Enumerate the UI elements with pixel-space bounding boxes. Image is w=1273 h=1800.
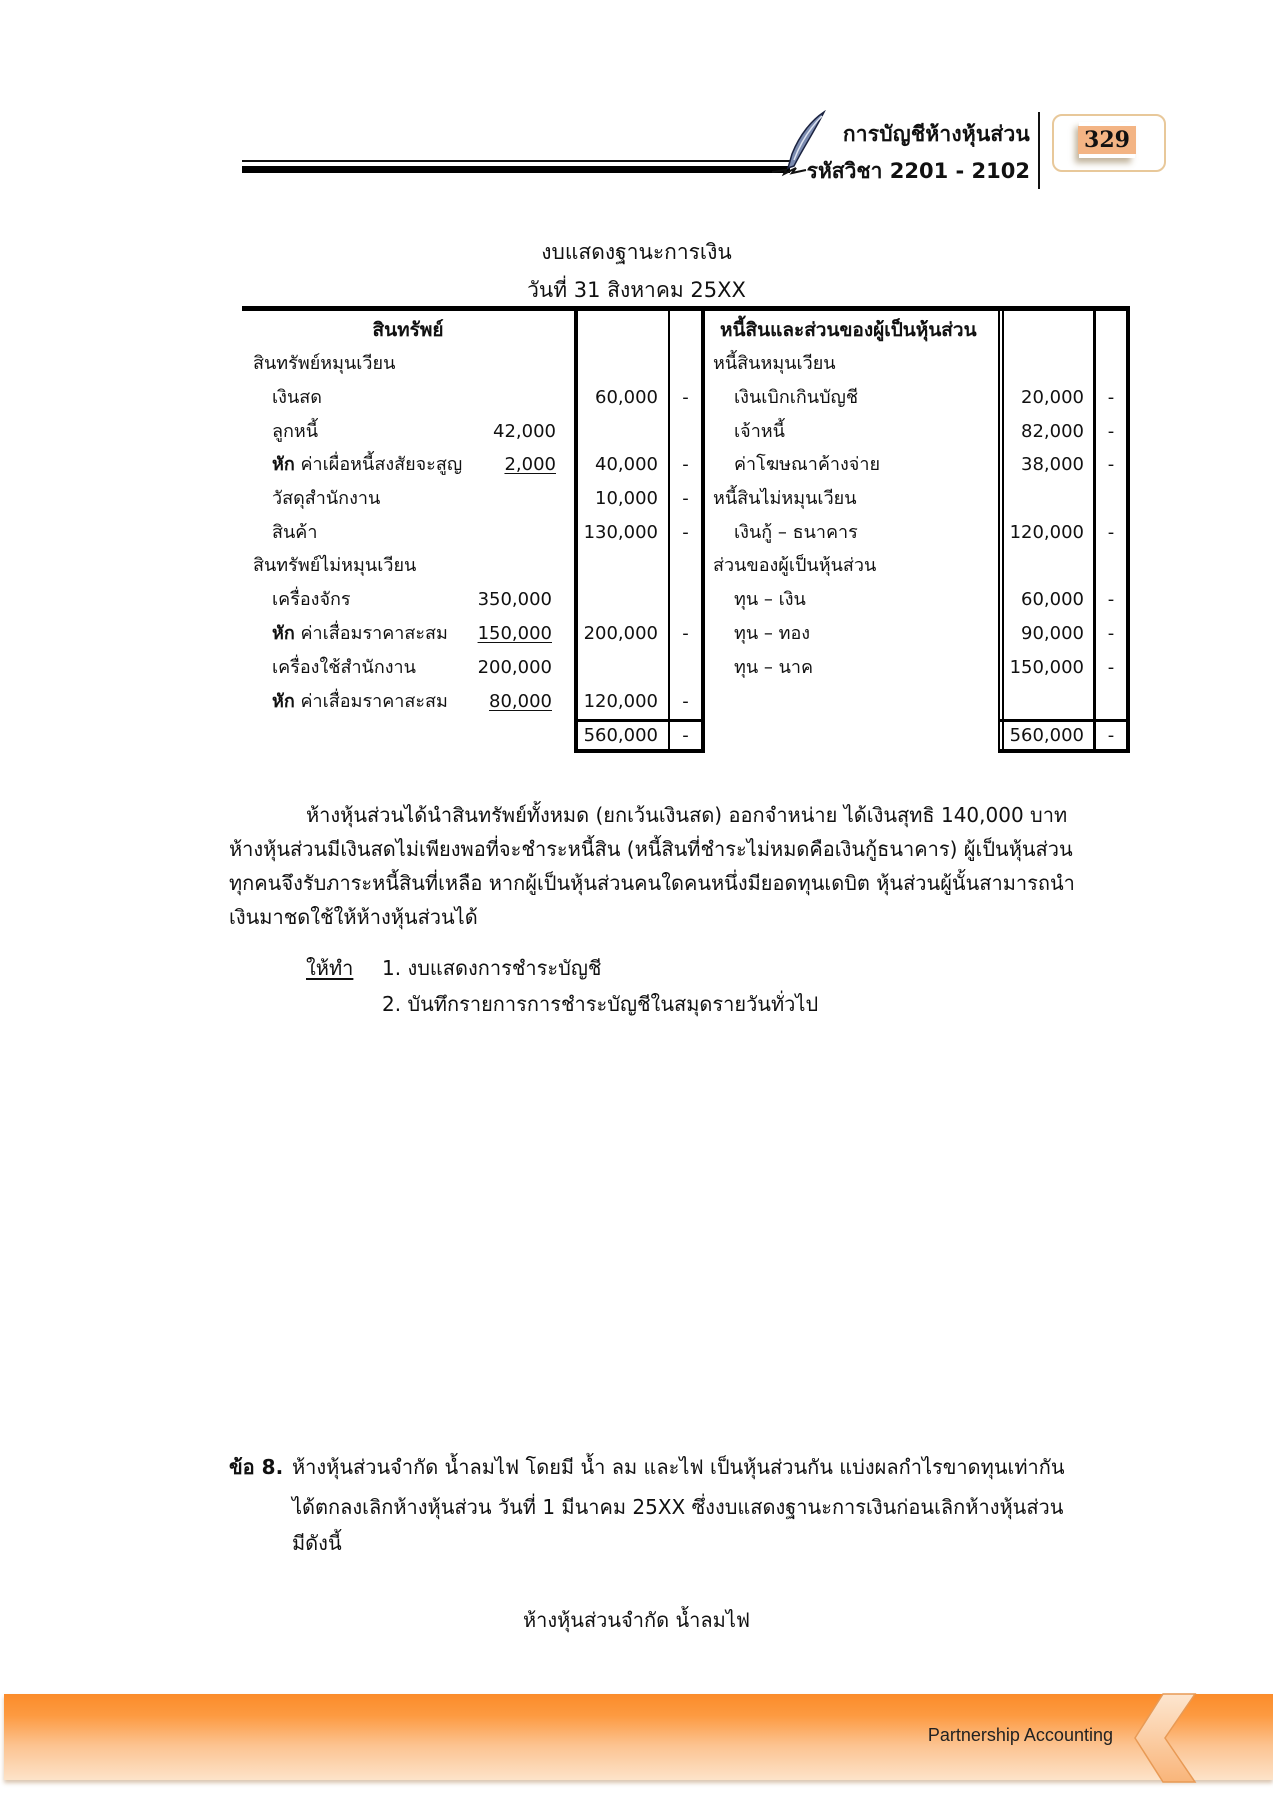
asset-amount: 130,000 — [583, 522, 658, 543]
less-label: หัก — [272, 623, 295, 644]
paragraph-line: ห้างหุ้นส่วนมีเงินสดไม่เพียงพอที่จะชำระหนี้สิน (หนี้สินที่ชำระไม่หมดคือเงินกู้ธนาคาร) ผู้เป็นหุ้นส่วน — [229, 837, 1073, 861]
page-badge — [1079, 122, 1135, 158]
less-label: หัก — [272, 454, 295, 475]
asset-label: เครื่องจักร — [272, 589, 351, 610]
page-number: 329 — [1078, 126, 1136, 154]
question-line: มีดังนี้ — [292, 1531, 342, 1555]
question-number: ข้อ 8. — [229, 1455, 284, 1479]
asset-label: เครื่องใช้สำนักงาน — [272, 657, 416, 678]
asset-label: สินค้า — [272, 522, 318, 543]
asset-sub-amount: 80,000 — [489, 691, 552, 712]
chevron-left-icon — [1133, 1690, 1205, 1786]
liability-label: ค่าโฆษณาค้างจ่าย — [734, 454, 880, 475]
asset-row-less — [272, 622, 448, 646]
liab-total-rule — [998, 719, 1130, 722]
less-label: หัก — [272, 691, 295, 712]
asset-sub-amount: 350,000 — [477, 589, 552, 610]
equity-amount: 90,000 — [1021, 623, 1084, 644]
equity-satang: - — [1107, 589, 1115, 610]
paragraph-line: ห้างหุ้นส่วนได้นำสินทรัพย์ทั้งหมด (ยกเว้นเงินสด) ออกจำหน่าย ได้เงินสุทธิ 140,000 บาท — [306, 803, 1068, 827]
header-rule-thin — [242, 160, 792, 162]
assets-heading: สินทรัพย์ — [372, 319, 444, 341]
assets-total: 560,000 — [583, 725, 658, 746]
asset-label: ค่าเสื่อมราคาสะสม — [300, 691, 448, 712]
liability-label: เงินเบิกเกินบัญชี — [734, 387, 859, 408]
asset-row-less — [272, 453, 462, 477]
assets-total-satang: - — [682, 725, 689, 746]
company-name: ห้างหุ้นส่วนจำกัด น้ำลมไฟ — [522, 1608, 751, 1632]
task-label: ให้ทำ — [306, 956, 354, 980]
asset-satang: - — [682, 454, 689, 475]
table-right-border — [1126, 306, 1130, 752]
equity-label: ทุน – เงิน — [734, 589, 806, 610]
task-item: 1. งบแสดงการชำระบัญชี — [382, 956, 602, 980]
liability-amount: 20,000 — [1021, 387, 1084, 408]
asset-total-rule — [574, 719, 705, 722]
equity-satang: - — [1107, 623, 1115, 644]
asset-row-less — [272, 690, 448, 714]
asset-satang: - — [682, 691, 689, 712]
asset-label: ค่าเผื่อหนี้สงสัยจะสูญ — [300, 454, 463, 475]
liabilities-total-satang: - — [1107, 725, 1115, 746]
paragraph-line: ทุกคนจึงรับภาระหนี้สินที่เหลือ หากผู้เป็นหุ้นส่วนคนใดคนหนึ่งมียอดทุนเดบิต หุ้นส่วนผู้นั้นสามารถนำ — [229, 871, 1075, 895]
paragraph-line: เงินมาชดใช้ให้ห้างหุ้นส่วนได้ — [229, 905, 478, 929]
header-rule-thick — [242, 166, 790, 173]
asset-label: ลูกหนี้ — [272, 421, 319, 442]
asset-satang: - — [682, 623, 689, 644]
question-line: ห้างหุ้นส่วนจำกัด น้ำลมไฟ โดยมี น้ำ ลม และไฟ เป็นหุ้นส่วนกัน แบ่งผลกำไรขาดทุนเท่ากัน — [292, 1455, 1065, 1479]
asset-bottom-border — [574, 749, 705, 753]
asset-satang: - — [682, 488, 689, 509]
liability-label: เจ้าหนี้ — [734, 421, 785, 442]
task-item: 2. บันทึกรายการการชำระบัญชีในสมุดรายวันทั่วไป — [382, 992, 819, 1016]
equity-amount: 150,000 — [1009, 657, 1084, 678]
asset-label: วัสดุสำนักงาน — [272, 488, 381, 509]
equity-label: ทุน – ทอง — [734, 623, 811, 644]
noncurrent-assets-heading: สินทรัพย์ไม่หมุนเวียน — [253, 555, 417, 576]
liab-amount-double-line-1 — [998, 306, 1000, 752]
header-title: การบัญชีห้างหุ้นส่วน — [842, 122, 1030, 146]
statement-title: งบแสดงฐานะการเงิน — [541, 240, 732, 264]
asset-amount: 120,000 — [583, 691, 658, 712]
liabilities-heading: หนี้สินและส่วนของผู้เป็นหุ้นส่วน — [720, 319, 977, 341]
liabilities-total: 560,000 — [1009, 725, 1084, 746]
equity-amount: 60,000 — [1021, 589, 1084, 610]
asset-label: เงินสด — [272, 387, 322, 408]
asset-amount: 200,000 — [583, 623, 658, 644]
liability-amount: 120,000 — [1009, 522, 1084, 543]
liability-satang: - — [1107, 387, 1115, 408]
current-assets-heading: สินทรัพย์หมุนเวียน — [253, 353, 396, 374]
course-code: รหัสวิชา 2201 - 2102 — [806, 159, 1030, 183]
liability-satang: - — [1107, 522, 1115, 543]
asset-sub-amount: 150,000 — [477, 623, 552, 644]
asset-sub-amount: 200,000 — [477, 657, 552, 678]
asset-sub-amount: 2,000 — [504, 454, 556, 475]
noncurrent-liabilities-heading: หนี้สินไม่หมุนเวียน — [713, 488, 857, 509]
asset-amount: 60,000 — [595, 387, 658, 408]
equity-satang: - — [1107, 657, 1115, 678]
center-divider — [701, 306, 705, 752]
liability-amount: 38,000 — [1021, 454, 1084, 475]
asset-sub-amount: 42,000 — [493, 421, 556, 442]
equity-heading: ส่วนของผู้เป็นหุ้นส่วน — [713, 555, 877, 576]
asset-satang: - — [682, 387, 689, 408]
asset-satang: - — [682, 522, 689, 543]
liability-amount: 82,000 — [1021, 421, 1084, 442]
liab-bottom-border — [998, 749, 1130, 753]
liability-satang: - — [1107, 421, 1115, 442]
header-divider — [1038, 112, 1040, 189]
liability-satang: - — [1107, 454, 1115, 475]
liability-label: เงินกู้ – ธนาคาร — [734, 522, 858, 543]
asset-label: ค่าเสื่อมราคาสะสม — [300, 623, 448, 644]
asset-amount: 10,000 — [595, 488, 658, 509]
asset-amount: 40,000 — [595, 454, 658, 475]
statement-date: วันที่ 31 สิงหาคม 25XX — [527, 278, 746, 302]
question-line: ได้ตกลงเลิกห้างหุ้นส่วน วันที่ 1 มีนาคม 25XX ซึ่งงบแสดงฐานะการเงินก่อนเลิกห้างหุ้นส่วน — [292, 1495, 1064, 1519]
current-liabilities-heading: หนี้สินหมุนเวียน — [713, 353, 836, 374]
footer-title: Partnership Accounting — [927, 1725, 1113, 1745]
equity-label: ทุน – นาค — [734, 657, 814, 678]
table-top-border — [242, 306, 1129, 311]
